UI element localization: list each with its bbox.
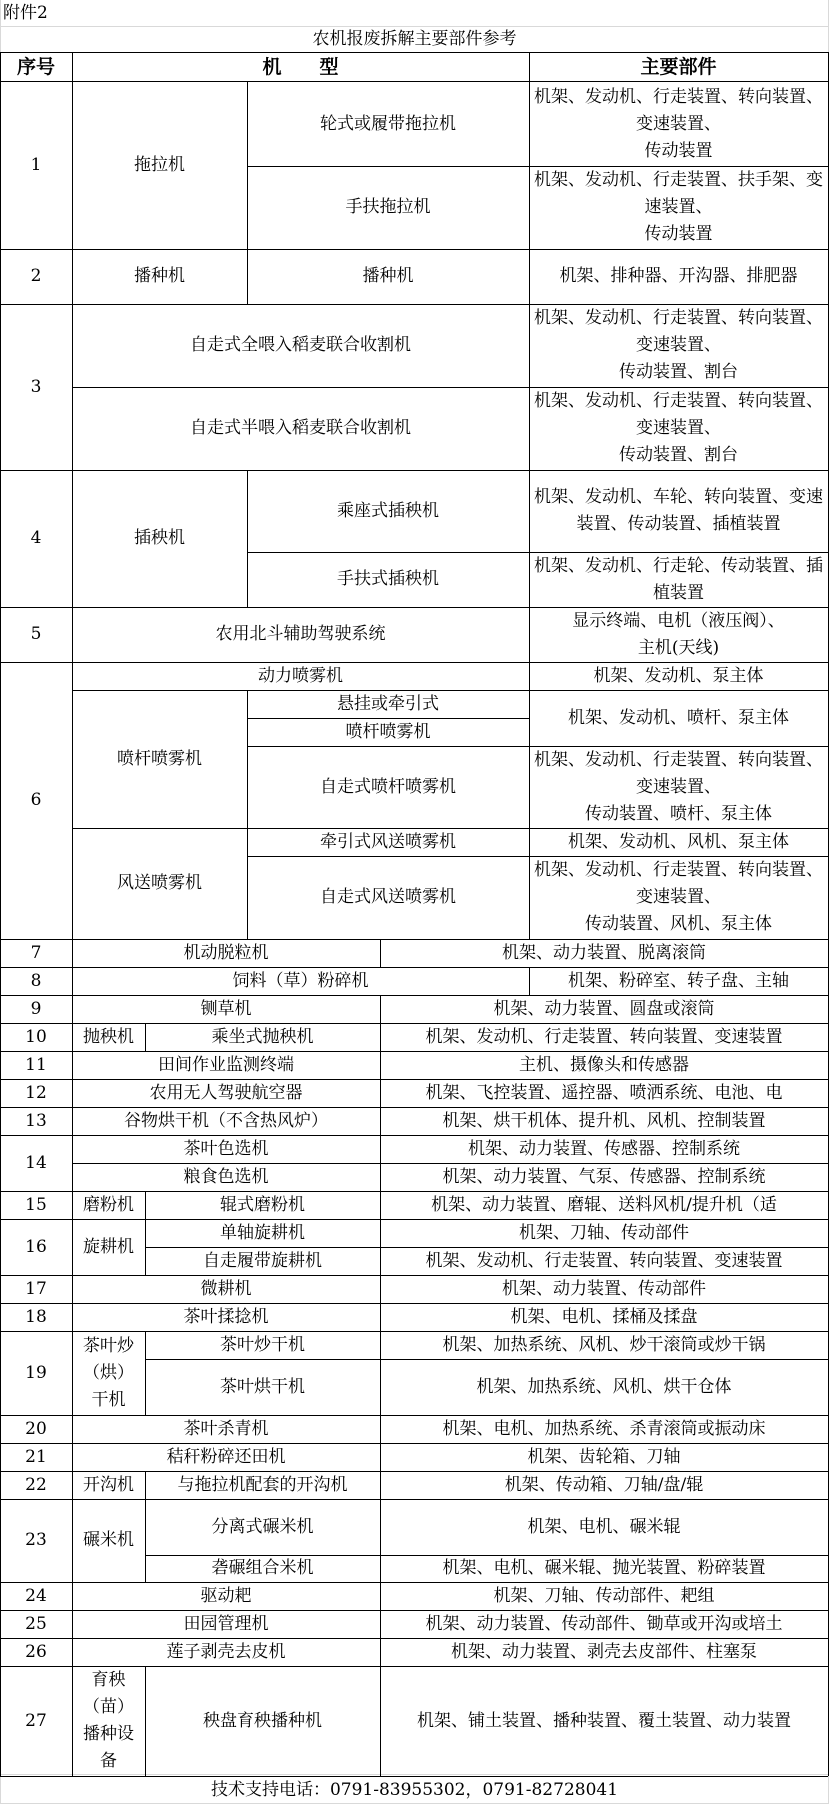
row-parts <box>380 1471 828 1499</box>
row-parts-text: 机架、动力装置、气泵、传感器、控制系统 <box>442 1166 766 1187</box>
row-parts <box>380 1107 828 1135</box>
row-category <box>72 470 247 607</box>
attachment-label-text: 附件2 <box>3 2 48 23</box>
row-category-text: 茶叶炒（烘）干机 <box>83 1335 134 1410</box>
row-type <box>145 1359 380 1415</box>
table-top-border <box>0 52 828 53</box>
row-parts-text: 机架、发动机、行走装置、转向装置、变速装置 <box>425 1026 783 1047</box>
row-type <box>72 1303 380 1331</box>
row-parts-text: 机架、动力装置、脱离滚筒 <box>502 942 706 963</box>
row-category <box>72 249 247 304</box>
row-no-text: 14 <box>25 1152 47 1173</box>
row-no-text: 10 <box>25 1026 47 1047</box>
row-category <box>72 828 247 939</box>
row-no <box>0 1107 72 1135</box>
row-no-text: 27 <box>25 1710 47 1731</box>
row-type-text: 自走式半喂入稻麦联合收割机 <box>190 418 411 438</box>
row-no-text: 13 <box>25 1110 47 1131</box>
row-type-text: 自走式风送喷雾机 <box>320 887 456 907</box>
row-type <box>145 1499 380 1555</box>
row-type-text: 轮式或履带拖拉机 <box>320 113 456 134</box>
row-parts <box>529 828 828 856</box>
row-no <box>0 249 72 304</box>
row-type <box>72 1135 380 1163</box>
row-no-text: 3 <box>30 376 42 397</box>
row-parts <box>529 552 828 607</box>
row-no-text: 2 <box>30 266 42 286</box>
row-type <box>72 1610 380 1638</box>
row-type <box>145 1219 380 1247</box>
row-no-text: 26 <box>25 1641 47 1662</box>
row-type <box>72 1415 380 1443</box>
row-type-text: 茶叶揉捻机 <box>183 1306 269 1327</box>
row-parts <box>380 1582 828 1610</box>
row-no-text: 4 <box>30 528 42 548</box>
row-no <box>0 1471 72 1499</box>
row-type <box>247 828 529 856</box>
row-type <box>145 1555 380 1582</box>
row-parts-text: 机架、铺土装置、播种装置、覆土装置、动力装置 <box>417 1710 791 1731</box>
row-no-text: 15 <box>25 1194 47 1215</box>
row-parts-text: 机架、发动机、行走装置、转向装置、变速装置、 传动装置、喷杆、泵主体 <box>534 749 823 824</box>
row-no-text: 16 <box>25 1236 47 1257</box>
row-parts <box>380 995 828 1023</box>
row-parts <box>380 939 828 967</box>
row-no <box>0 82 72 249</box>
row-type-text: 茶叶炒干机 <box>220 1334 305 1355</box>
row-type <box>72 1079 380 1107</box>
row-no <box>0 1079 72 1107</box>
row-parts-text: 机架、电机、碾米辊 <box>527 1516 681 1537</box>
row-type-text: 农用北斗辅助驾驶系统 <box>215 624 386 644</box>
row-type-text: 茶叶杀青机 <box>183 1418 269 1439</box>
row-parts-text: 机架、动力装置、剥壳去皮部件、柱塞泵 <box>451 1641 757 1662</box>
row-parts-text: 机架、发动机、行走装置、转向装置、变速装置 <box>425 1250 783 1271</box>
row-parts <box>380 1666 828 1776</box>
row-type-text: 乘坐式抛秧机 <box>211 1026 314 1047</box>
row-parts <box>529 249 828 304</box>
document-title-text: 农机报废拆解主要部件参考 <box>312 28 517 49</box>
row-no <box>0 1610 72 1638</box>
row-category-text: 风送喷雾机 <box>117 873 202 893</box>
row-parts <box>380 1610 828 1638</box>
row-category-text: 磨粉机 <box>83 1194 134 1215</box>
row-type <box>247 82 529 166</box>
row-type <box>247 470 529 552</box>
row-no-text: 20 <box>25 1418 47 1439</box>
row-type <box>72 387 529 470</box>
row-no-text: 8 <box>30 970 42 991</box>
row-type-text: 自走式全喂入稻麦联合收割机 <box>190 335 411 355</box>
row-no-text: 6 <box>30 790 42 810</box>
row-parts <box>380 1135 828 1163</box>
row-parts-text: 机架、发动机、行走装置、扶手架、变速装置、 传动装置 <box>534 170 823 244</box>
row-category-text: 喷杆喷雾机 <box>117 748 202 769</box>
row-type <box>247 718 529 746</box>
row-type-text: 莲子剥壳去皮机 <box>166 1641 286 1662</box>
row-parts <box>380 1499 828 1555</box>
row-parts-text: 机架、动力装置、传动部件、锄草或开沟或培土 <box>425 1613 783 1634</box>
row-category <box>72 1499 145 1582</box>
row-type-text: 手扶式插秧机 <box>337 569 439 589</box>
row-no-text: 9 <box>30 998 42 1019</box>
row-type <box>72 967 529 995</box>
row-type-text: 自走式喷杆喷雾机 <box>320 776 456 797</box>
row-no <box>0 1638 72 1666</box>
row-no-text: 19 <box>25 1362 47 1383</box>
header-no-text: 序号 <box>16 55 55 78</box>
row-type-text: 粮食色选机 <box>183 1166 269 1187</box>
row-type <box>72 1638 380 1666</box>
row-category-text: 育秧（苗）播种设备 <box>83 1670 134 1771</box>
row-parts <box>529 166 828 249</box>
row-type-text: 秸秆粉碎还田机 <box>166 1446 286 1467</box>
row-parts-text: 机架、发动机、行走装置、转向装置、变速装置、 传动装置、风机、泵主体 <box>534 860 823 934</box>
header-no <box>0 53 72 81</box>
row-category-text: 旋耕机 <box>83 1236 134 1257</box>
row-type <box>247 856 529 939</box>
row-type <box>247 249 529 304</box>
row-type-text: 动力喷雾机 <box>258 665 343 686</box>
row-parts <box>529 304 828 387</box>
row-parts <box>380 1051 828 1079</box>
row-category <box>72 1331 145 1415</box>
row-type-text: 田间作业监测终端 <box>158 1054 294 1075</box>
document-title <box>0 26 829 52</box>
row-parts <box>380 1555 828 1582</box>
row-parts <box>380 1079 828 1107</box>
row-parts <box>380 1163 828 1191</box>
row-no-text: 21 <box>25 1446 47 1467</box>
row-type <box>145 1247 380 1275</box>
row-no <box>0 607 72 662</box>
row-category <box>72 1219 145 1275</box>
row-parts-text: 机架、动力装置、圆盘或滚筒 <box>493 998 715 1019</box>
row-parts <box>529 856 828 939</box>
row-parts-text: 机架、电机、揉桶及揉盘 <box>510 1306 698 1327</box>
row-type <box>145 1191 380 1219</box>
row-type-text: 辊式磨粉机 <box>220 1194 305 1215</box>
row-no-text: 7 <box>30 942 42 963</box>
row-type-text: 驱动耙 <box>200 1585 252 1606</box>
row-parts-text: 机架、发动机、行走装置、转向装置、变速装置、 传动装置、割台 <box>534 308 823 382</box>
row-parts <box>529 82 828 166</box>
row-type <box>72 304 529 387</box>
row-category <box>72 1666 145 1776</box>
row-parts-text: 机架、发动机、喷杆、泵主体 <box>568 707 789 728</box>
footer-contact <box>0 1776 829 1804</box>
row-parts <box>529 746 828 828</box>
row-type <box>72 1582 380 1610</box>
row-type <box>145 1471 380 1499</box>
row-parts <box>380 1638 828 1666</box>
row-type-text: 单轴旋耕机 <box>220 1222 305 1243</box>
row-parts <box>380 1359 828 1415</box>
row-category <box>72 1471 145 1499</box>
row-parts <box>380 1303 828 1331</box>
row-parts-text: 机架、动力装置、传感器、控制系统 <box>468 1138 740 1159</box>
row-no-text: 12 <box>25 1082 47 1103</box>
row-type-text: 喷杆喷雾机 <box>345 721 431 742</box>
row-type-text: 茶叶色选机 <box>183 1138 269 1159</box>
row-parts-text: 机架、电机、加热系统、杀青滚筒或振动床 <box>442 1418 766 1439</box>
row-no <box>0 967 72 995</box>
row-type-text: 分离式碾米机 <box>211 1516 314 1537</box>
row-category-text: 插秧机 <box>134 528 185 548</box>
row-category-text: 播种机 <box>134 266 185 286</box>
row-no <box>0 470 72 607</box>
row-no <box>0 662 72 939</box>
row-parts-text: 机架、加热系统、风机、烘干仓体 <box>476 1376 732 1397</box>
row-parts-text: 机架、加热系统、风机、炒干滚筒或炒干锅 <box>442 1334 766 1355</box>
row-type <box>72 1163 380 1191</box>
row-no-text: 25 <box>25 1613 47 1634</box>
row-type-text: 微耕机 <box>200 1278 252 1299</box>
row-category-text: 开沟机 <box>83 1474 134 1495</box>
row-type <box>145 1023 380 1051</box>
row-type <box>72 607 529 662</box>
row-no <box>0 1582 72 1610</box>
row-parts-text: 机架、发动机、车轮、转向装置、变速装置、传动装置、插植装置 <box>534 487 823 534</box>
row-no-text: 5 <box>30 624 42 644</box>
row-category <box>72 1023 145 1051</box>
row-parts-text: 机架、电机、碾米辊、抛光装置、粉碎装置 <box>442 1558 766 1578</box>
row-no <box>0 1499 72 1582</box>
border-v <box>529 52 530 81</box>
row-parts <box>380 1415 828 1443</box>
row-parts-text: 机架、发动机、行走装置、转向装置、变速装置、 传动装置、割台 <box>534 391 823 465</box>
row-no <box>0 304 72 470</box>
row-no <box>0 1219 72 1275</box>
row-category-text: 碾米机 <box>83 1530 134 1550</box>
row-no-text: 17 <box>25 1278 47 1299</box>
row-type <box>247 166 529 249</box>
row-category <box>72 82 247 249</box>
row-parts-text: 主机、摄像头和传感器 <box>519 1054 689 1075</box>
header-type-text: 机 型 <box>262 55 339 78</box>
row-no <box>0 1275 72 1303</box>
row-type-text: 农用无人驾驶航空器 <box>149 1082 303 1103</box>
row-parts-text: 显示终端、电机（液压阀）、 主机(天线) <box>572 610 785 658</box>
row-type <box>72 1107 380 1135</box>
row-parts-text: 机架、发动机、行走轮、传动装置、插植装置 <box>534 555 823 603</box>
row-parts <box>380 1443 828 1471</box>
row-type-text: 手扶拖拉机 <box>345 197 431 217</box>
row-parts <box>380 1191 828 1219</box>
row-type-text: 牵引式风送喷雾机 <box>320 831 456 852</box>
row-parts <box>529 387 828 470</box>
row-type <box>72 1443 380 1471</box>
row-type-text: 与拖拉机配套的开沟机 <box>177 1474 348 1495</box>
row-parts <box>380 1023 828 1051</box>
row-parts <box>380 1219 828 1247</box>
row-parts-text: 机架、传动箱、刀轴/盘/辊 <box>504 1474 704 1495</box>
row-no <box>0 1666 72 1776</box>
row-type <box>72 995 380 1023</box>
row-no-text: 1 <box>30 155 42 175</box>
header-parts <box>529 53 828 81</box>
row-no-text: 18 <box>25 1306 47 1327</box>
row-type-text: 机动脱粒机 <box>183 942 269 963</box>
row-parts <box>529 690 828 746</box>
row-parts <box>529 470 828 552</box>
row-category <box>72 690 247 828</box>
row-parts-text: 机架、发动机、行走装置、转向装置、变速装置、 传动装置 <box>534 86 823 161</box>
row-type <box>145 1666 380 1776</box>
row-parts <box>380 1247 828 1275</box>
row-no <box>0 939 72 967</box>
row-parts <box>380 1275 828 1303</box>
row-type-text: 播种机 <box>362 266 414 286</box>
row-no-text: 23 <box>25 1530 47 1550</box>
row-type-text: 砻碾组合米机 <box>211 1558 314 1578</box>
row-type <box>247 746 529 828</box>
row-parts <box>529 967 828 995</box>
header-parts-text: 主要部件 <box>640 55 717 78</box>
row-parts <box>380 1331 828 1359</box>
row-no <box>0 1443 72 1471</box>
row-no-text: 24 <box>25 1585 47 1606</box>
row-type-text: 茶叶烘干机 <box>220 1376 305 1397</box>
row-type-text: 秧盘育秧播种机 <box>203 1710 322 1731</box>
row-category-text: 抛秧机 <box>83 1026 134 1047</box>
row-parts-text: 机架、刀轴、传动部件、耙组 <box>493 1585 715 1606</box>
row-type-text: 田园管理机 <box>183 1613 269 1634</box>
row-no <box>0 1051 72 1079</box>
header-type <box>72 53 529 81</box>
row-no-text: 11 <box>25 1054 47 1075</box>
footer-contact-text: 技术支持电话：0791-83955302，0791-82728041 <box>210 1779 619 1800</box>
row-no <box>0 1135 72 1191</box>
row-no <box>0 1191 72 1219</box>
row-type-text: 铡草机 <box>200 998 252 1019</box>
row-no <box>0 1023 72 1051</box>
row-parts-text: 机架、刀轴、传动部件 <box>519 1222 689 1243</box>
row-type <box>145 1331 380 1359</box>
row-type <box>72 939 380 967</box>
row-type-text: 谷物烘干机（不含热风炉） <box>124 1110 328 1131</box>
row-no <box>0 1331 72 1415</box>
row-parts-text: 机架、排种器、开沟器、排肥器 <box>559 266 798 286</box>
row-parts-text: 机架、动力装置、磨辊、送料风机/提升机（适 <box>431 1194 777 1215</box>
row-parts <box>529 607 828 662</box>
row-type <box>72 1275 380 1303</box>
attachment-label <box>0 0 200 26</box>
row-parts-text: 机架、齿轮箱、刀轴 <box>527 1446 681 1467</box>
row-no-text: 22 <box>25 1474 47 1495</box>
row-parts-text: 机架、飞控装置、遥控器、喷洒系统、电池、电 <box>425 1082 783 1103</box>
row-parts-text: 机架、动力装置、传动部件 <box>502 1278 706 1299</box>
row-category <box>72 1191 145 1219</box>
row-type-text: 饲料（草）粉碎机 <box>232 970 369 991</box>
row-parts-text: 机架、发动机、风机、泵主体 <box>568 831 789 852</box>
row-type <box>247 552 529 607</box>
row-no <box>0 1303 72 1331</box>
row-type-text: 自走履带旋耕机 <box>203 1250 322 1271</box>
row-category-text: 拖拉机 <box>134 155 185 175</box>
row-type <box>72 1051 380 1079</box>
row-parts-text: 机架、发动机、泵主体 <box>593 665 764 686</box>
row-parts-text: 机架、烘干机体、提升机、风机、控制装置 <box>442 1110 766 1131</box>
row-type <box>72 662 529 690</box>
row-type-text: 乘座式插秧机 <box>337 500 439 521</box>
row-no <box>0 995 72 1023</box>
row-no <box>0 1415 72 1443</box>
row-parts-text: 机架、粉碎室、转子盘、主轴 <box>568 970 789 991</box>
row-type-text: 悬挂或牵引式 <box>337 693 439 714</box>
row-parts <box>529 662 828 690</box>
row-type <box>247 690 529 718</box>
